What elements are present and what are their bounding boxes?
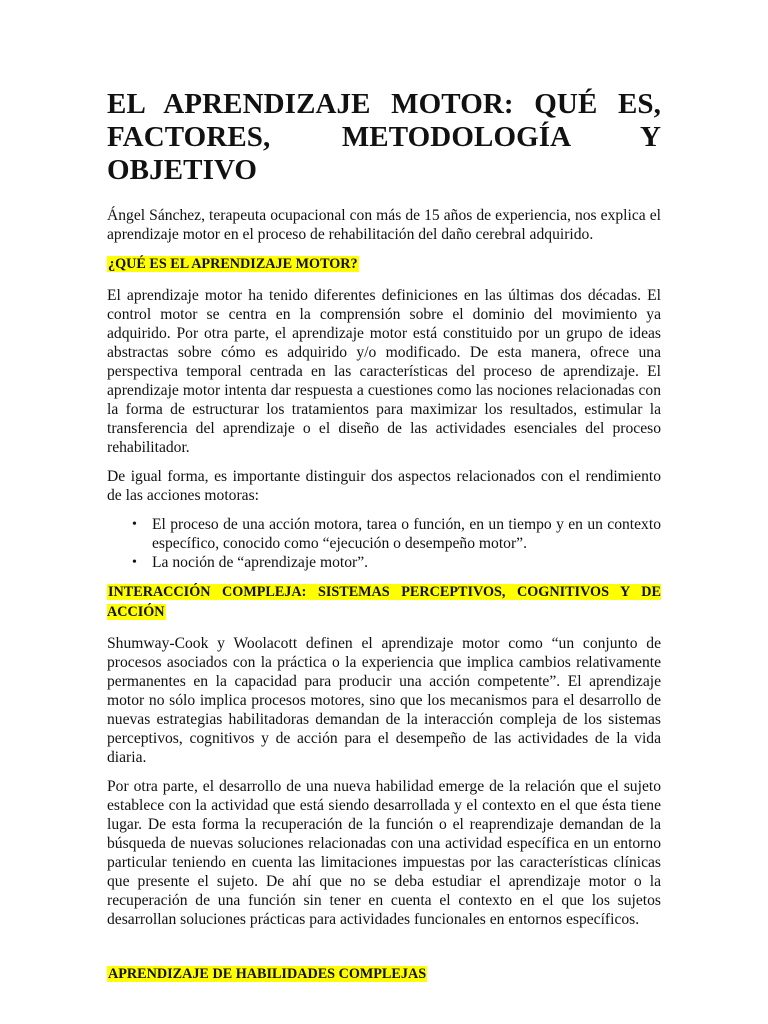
section-heading-complex-interaction <box>107 582 661 622</box>
intro-paragraph: Ángel Sánchez, terapeuta ocupacional con más de 15 años de experiencia, nos explica el aprendizaje motor en el proceso de rehabilitación del daño cerebral adquirido. <box>107 207 661 243</box>
list-item-text: La noción de “aprendizaje motor”. <box>152 554 369 571</box>
list-item <box>132 515 661 553</box>
spacer <box>107 939 661 964</box>
section-heading-complex-skills-text: APRENDIZAJE DE HABILIDADES COMPLEJAS <box>108 966 427 982</box>
aspects-list <box>107 515 661 572</box>
list-item-text: El proceso de una acción motora, tarea o función, en un tiempo y en un contexto específico, conocido como “ejecución o desempeño motor”. <box>152 516 661 552</box>
paragraph-shumway-cook: Shumway-Cook y Woolacott definen el aprendizaje motor como “un conjunto de procesos asociados con la práctica o la experiencia que implica cambios relativamente permanentes en la capacidad para producir una acción competente”. El aprendizaje motor no sólo implica procesos motores, sino que los mecanismos para el desarrollo de nuevas estrategias habilitadoras demandan de la interacción compleja de los sistemas perceptivos, cognitivos y de acción para el desempeño de las actividades de la vida diaria. <box>107 635 661 766</box>
title-line-2: FACTORES, METODOLOGÍA Y OBJETIVO <box>107 121 661 186</box>
list-item <box>132 553 661 572</box>
paragraph-definition: El aprendizaje motor ha tenido diferentes definiciones en las últimas dos décadas. El control motor se centra en la comprensión sobre el dominio del movimiento ya adquirido. Por otra parte, el aprendizaje motor está constituido por un grupo de ideas abstractas sobre cómo es adquirido y/o modificado. De esta manera, ofrece una perspectiva temporal centrada en las características del proceso de aprendizaje. El aprendizaje motor intenta dar respuesta a cuestiones como las nociones relacionadas con la forma de estructurar los tratamientos para maximizar los resultados, estimular la transferencia del aprendizaje o el diseño de las actividades esenciales del proceso rehabilitador. <box>107 287 661 456</box>
title-line-1: EL APRENDIZAJE MOTOR: QUÉ ES, <box>107 88 661 120</box>
document-title <box>107 88 661 187</box>
section-heading-complex-interaction-text: INTERACCIÓN COMPLEJA: SISTEMAS PERCEPTIVOS, COGNITIVOS Y DE ACCIÓN <box>107 584 661 620</box>
paragraph-new-skill: Por otra parte, el desarrollo de una nueva habilidad emerge de la relación que el sujeto establece con la actividad que está siendo desarrollada y el contexto en el que ésta tiene lugar. De esta forma la recuperación de la función o el reaprendizaje demandan de la búsqueda de nuevas soluciones relacionadas con una actividad específica en un entorno particular teniendo en cuenta las limitaciones impuestas por las características clínicas que presente el sujeto. De ahí que no se deba estudiar el aprendizaje motor o la recuperación de una función sin tener en cuenta el contexto en el que los sujetos desarrollan soluciones prácticas para actividades funcionales en entornos específicos. <box>107 778 661 928</box>
section-heading-complex-skills <box>107 964 661 984</box>
section-heading-what-is-text: ¿QUÉ ES EL APRENDIZAJE MOTOR? <box>108 256 358 272</box>
bullet-icon: • <box>132 517 137 532</box>
paragraph-aspects: De igual forma, es importante distinguir dos aspectos relacionados con el rendimiento de las acciones motoras: <box>107 468 661 504</box>
section-heading-what-is <box>107 254 661 274</box>
bullet-icon: • <box>132 555 137 570</box>
